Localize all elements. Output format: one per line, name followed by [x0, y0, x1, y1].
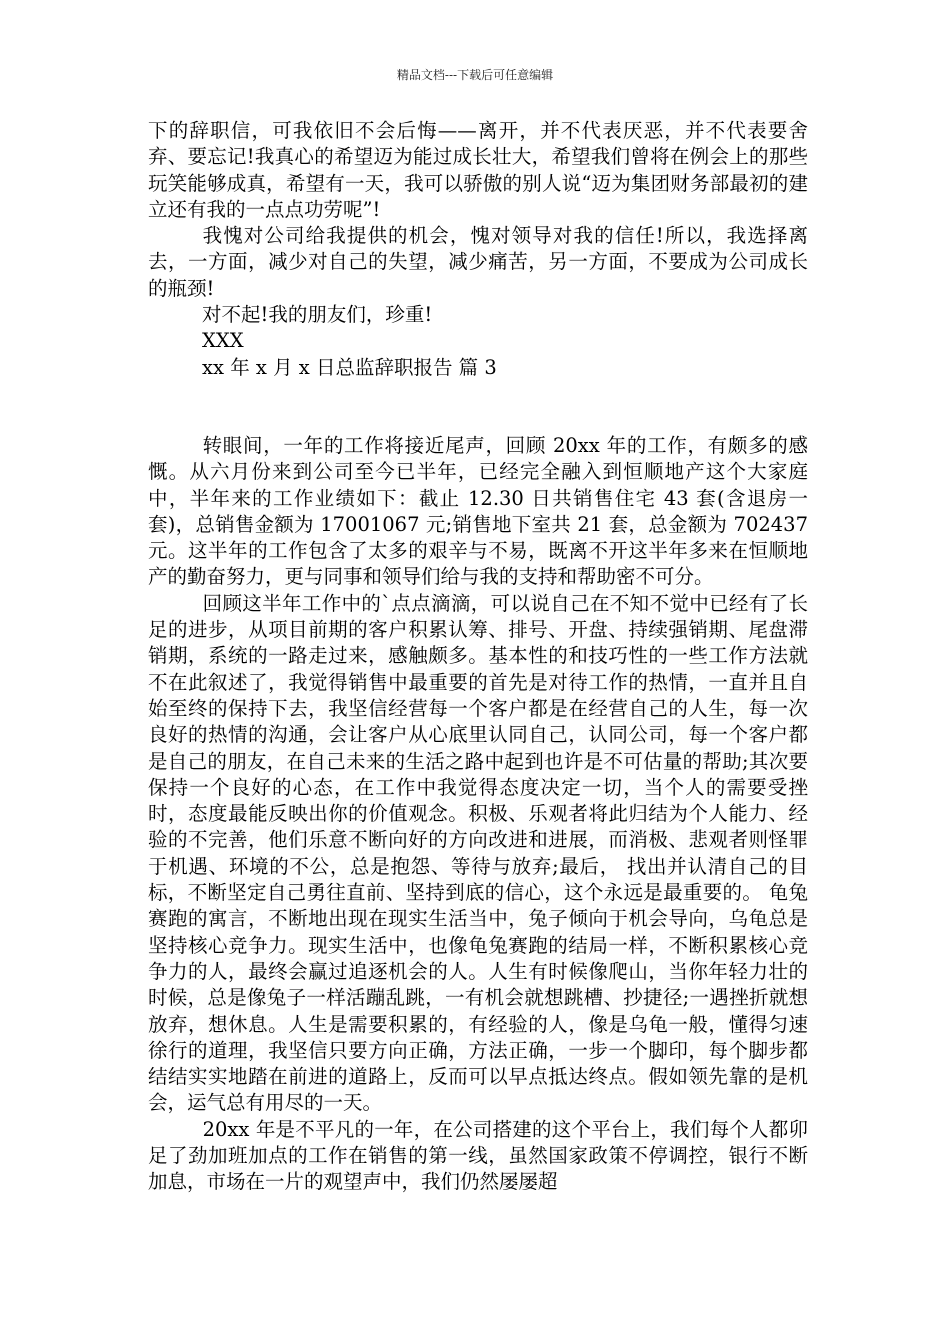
paragraph: 回顾这半年工作中的`点点滴滴，可以说自己在不知不觉中已经有了长足的进步，从项目前期的客户积累认筹、排号、开盘、持续强销期、尾盘滞销期，系统的一路走过来，感触颇多。基本性的和技巧性的一些工作方法就不在此叙述了，我觉得销售中最重要的首先是对待工作的热情，一直并且自始至终的保持下去，我坚信经营每一个客户都是在经营自己的人生，每一次良好的热情的沟通，会让客户从心底里认同自己，认同公司，每一个客户都是自己的朋友，在自己未来的生活之路中起到也许是不可估量的帮助;其次要保持一个良好的心态，在工作中我觉得态度决定一切，当个人的需要受挫时，态度最能反映出你的价值观念。积极、乐观者将此归结为个人能力、经验的不完善，他们乐意不断向好的方向改进和进展，而消极、悲观者则怪罪于机遇、环境的不公，总是抱怨、等待与放弃;最后， 找出并认清自己的目标，不断坚定自己勇往直前、坚持到底的信心，这个永远是最重要的。 龟兔赛跑的寓言，不断地出现在现实生活当中，兔子倾向于机会导向，乌龟总是坚持核心竞争力。现实生活中，也像龟兔赛跑的结局一样，不断积累核心竞争力的人，最终会赢过追逐机会的人。人生有时候像爬山，当你年轻力壮的时候，总是像兔子一样活蹦乱跳，一有机会就想跳槽、抄捷径;一遇挫折就想放弃，想休息。人生是需要积累的，有经验的人，像是乌龟一般，懂得匀速徐行的道理，我坚信只要方向正确，方法正确，一步一个脚印，每个脚步都结结实实地踏在前进的道路上，反而可以早点抵达终点。假如领先靠的是机会，运气总有用尽的一天。 — [148, 591, 808, 1115]
paragraph: 转眼间，一年的工作将接近尾声，回顾 20xx 年的工作，有颇多的感慨。从六月份来到公司至今已半年，已经完全融入到恒顺地产这个大家庭中，半年来的工作业绩如下：截止 12.30 日共销售住宅 43 套(含退房一套)，总销售金额为 17001067 元;销售地下室共 21 套，总金额为 702437 元。这半年的工作包含了太多的艰辛与不易，既离不开这半年多来在恒顺地产的勤奋努力，更与同事和领导们给与我的支持和帮助密不可分。 — [148, 433, 808, 589]
signature: XXX — [202, 329, 244, 353]
section-gap — [148, 381, 808, 433]
paragraph: 我愧对公司给我提供的机会，愧对领导对我的信任!所以，我选择离去，一方面，减少对自己的失望，减少痛苦，另一方面，不要成为公司成长的瓶颈! — [148, 224, 808, 300]
paragraph: 20xx 年是不平凡的一年，在公司搭建的这个平台上，我们每个人都卯足了劲加班加点的工作在销售的第一线，虽然国家政策不停调控，银行不断加息，市场在一片的观望声中，我们仍然屡屡超 — [148, 1117, 808, 1194]
closing-line: 对不起!我的朋友们，珍重! — [202, 303, 433, 327]
page-header: 精品文档---下载后可任意编辑 — [396, 68, 554, 82]
document-body — [148, 118, 808, 1196]
date-section-title: xx 年 x 月 x 日总监辞职报告 篇 3 — [202, 355, 497, 379]
paragraph: 下的辞职信，可我依旧不会后悔——离开，并不代表厌恶，并不代表要舍弃、要忘记!我真心的希望迈为能过成长壮大，希望我们曾将在例会上的那些玩笑能够成真，希望有一天，我可以骄傲的别人说“迈为集团财务部最初的建立还有我的一点点功劳呢”! — [148, 119, 808, 221]
